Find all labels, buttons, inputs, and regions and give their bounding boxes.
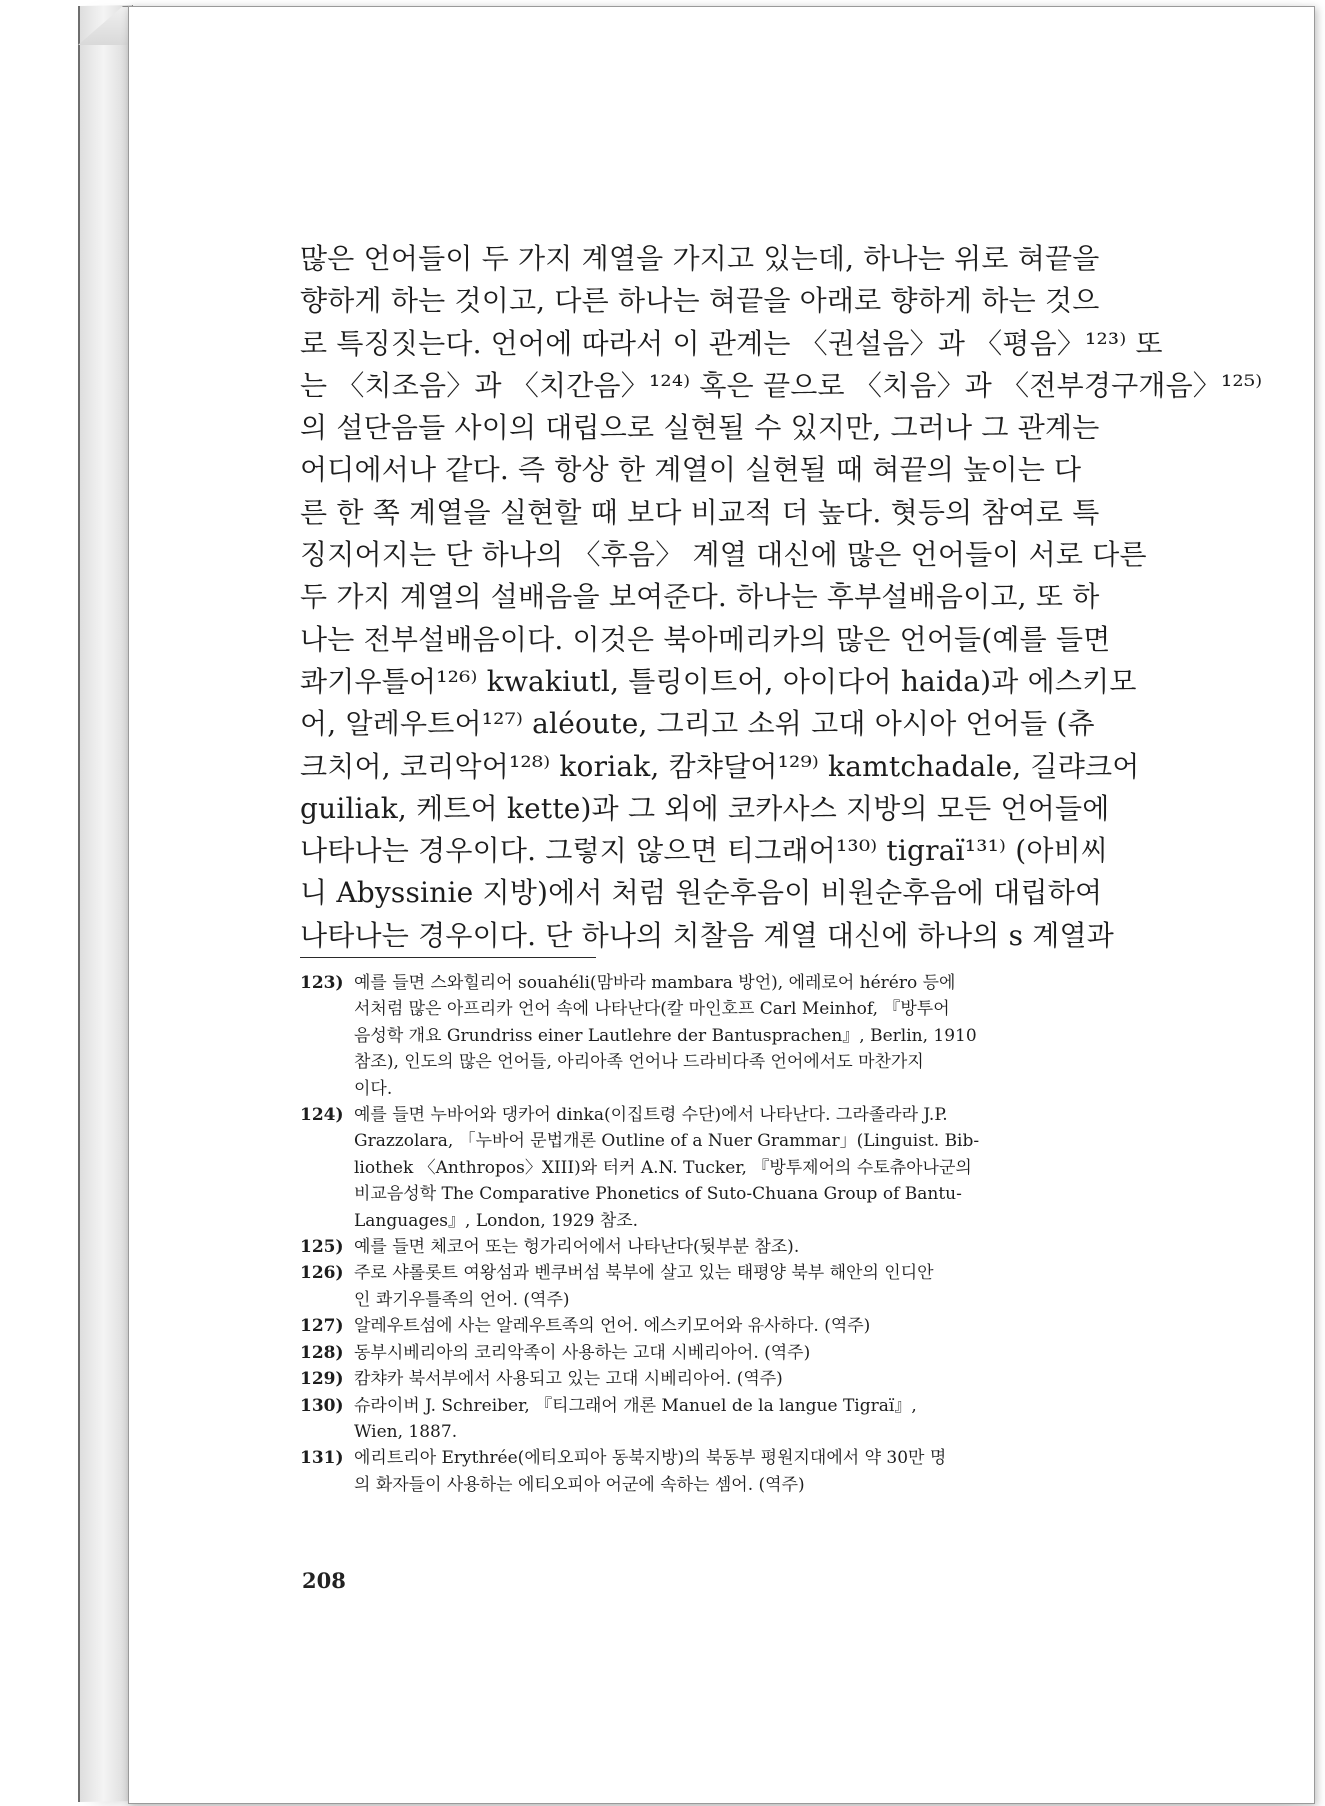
body-line: 나는 전부설배음이다. 이것은 북아메리카의 많은 언어들(예를 들면: [300, 622, 1111, 656]
footnote-line: 참조), 인도의 많은 언어들, 아리아족 언어나 드라비다족 언어에서도 마찬가지: [354, 1052, 924, 1073]
footnote-line: 주로 샤롤롯트 여왕섬과 벤쿠버섬 북부에 살고 있는 태평양 북부 해안의 인디안: [354, 1263, 934, 1284]
body-line: 두 가지 계열의 설배음을 보여준다. 하나는 후부설배음이고, 또 하: [300, 580, 1100, 614]
footnote-127: [300, 1313, 1150, 1339]
footnote-line: Grazzolara, 「누바어 문법개론 Outline of a Nuer Grammar」(Linguist. Bib-: [354, 1131, 980, 1152]
footnote-line: liothek 〈Anthropos〉XIII)와 터커 A.N. Tucker, 『방투제어의 수토츄아나군의: [354, 1157, 972, 1178]
footnote-line: Wien, 1887.: [354, 1421, 458, 1442]
footnote-line: 슈라이버 J. Schreiber, 『티그래어 개론 Manuel de la langue Tigraï』,: [354, 1395, 917, 1416]
footnote-body: [354, 1102, 1150, 1234]
footnote-line: 의 화자들이 사용하는 에티오피아 어군에 속하는 셈어. (역주): [354, 1474, 805, 1495]
footnote-number: 123): [300, 973, 344, 993]
body-line: 징지어지는 단 하나의 〈후음〉 계열 대신에 많은 언어들이 서로 다른: [300, 538, 1147, 572]
footnote-body: [354, 1313, 1150, 1339]
footnote-line: 인 콰기우틀족의 언어. (역주): [354, 1289, 570, 1310]
footnote-line: 예를 들면 스와힐리어 souahéli(맘바라 mambara 방언), 에레로어 héréro 등에: [354, 973, 956, 993]
body-line: 어, 알레우트어¹²⁷⁾ aléoute, 그리고 소위 고대 아시아 언어들 (츄: [300, 707, 1095, 741]
footnote-line: 캄챠카 북서부에서 사용되고 있는 고대 시베리아어. (역주): [354, 1369, 783, 1390]
footnote-line: 알레우트섬에 사는 알레우트족의 언어. 에스키모어와 유사하다. (역주): [354, 1316, 871, 1337]
footnote-line: 서처럼 많은 아프리카 언어 속에 나타난다(칼 마인호프 Carl Meinhof, 『방투어: [354, 999, 950, 1020]
footnote-body: [354, 970, 1150, 1102]
footnote-125: [300, 1234, 1150, 1260]
footnote-body: [354, 1445, 1150, 1498]
footnote-body: [354, 1260, 1150, 1313]
book-spine: [78, 5, 133, 1802]
main-body-text: [300, 238, 1263, 957]
body-line: 향하게 하는 것이고, 다른 하나는 혀끝을 아래로 향하게 하는 것으: [300, 284, 1100, 318]
body-line: 의 설단음들 사이의 대립으로 실현될 수 있지만, 그러나 그 관계는: [300, 411, 1100, 445]
body-line: 른 한 쪽 계열을 실현할 때 보다 비교적 더 높다. 혓등의 참여로 특: [300, 495, 1100, 529]
body-line: 어디에서나 같다. 즉 항상 한 계열이 실현될 때 혀끝의 높이는 다: [300, 453, 1082, 487]
footnote-123: [300, 970, 1150, 1102]
footnotes-section: [300, 970, 1150, 1498]
footnote-line: 예를 들면 체코어 또는 헝가리어에서 나타난다(뒷부분 참조).: [354, 1237, 800, 1258]
footnote-number: 125): [300, 1237, 344, 1258]
body-line: 콰기우틀어¹²⁶⁾ kwakiutl, 틀링이트어, 아이다어 haida)과 에스키모: [300, 664, 1137, 698]
footnote-body: [354, 1234, 1150, 1260]
footnote-line: Languages』, London, 1929 참조.: [354, 1210, 639, 1231]
body-line: 로 특징짓는다. 언어에 따라서 이 관계는 〈권설음〉과 〈평음〉¹²³⁾ 또: [300, 326, 1163, 360]
footnote-number: 131): [300, 1448, 344, 1469]
footnote-number: 129): [300, 1369, 344, 1390]
body-line: 나타나는 경우이다. 단 하나의 치찰음 계열 대신에 하나의 s 계열과: [300, 918, 1115, 952]
page-number: 208: [302, 1568, 346, 1593]
body-line: 는 〈치조음〉과 〈치간음〉¹²⁴⁾ 혹은 끝으로 〈치음〉과 〈전부경구개음〉¹²⁵⁾: [300, 368, 1263, 402]
footnote-line: 이다.: [354, 1078, 393, 1099]
footnote-number: 130): [300, 1395, 344, 1416]
footnote-124: [300, 1102, 1150, 1234]
body-line: 크치어, 코리악어¹²⁸⁾ koriak, 캄챠달어¹²⁹⁾ kamtchadale, 길랴크어: [300, 749, 1140, 783]
footnote-line: 에리트리아 Erythrée(에티오피아 동북지방)의 북동부 평원지대에서 약 30만 명: [354, 1448, 947, 1469]
footnote-line: 예를 들면 누바어와 댕카어 dinka(이집트령 수단)에서 나타난다. 그라졸라라 J.P.: [354, 1105, 948, 1126]
footnote-126: [300, 1260, 1150, 1313]
footnote-line: 동부시베리아의 코리악족이 사용하는 고대 시베리아어. (역주): [354, 1342, 811, 1363]
footnote-number: 126): [300, 1263, 344, 1284]
body-line: guiliak, 케트어 kette)과 그 외에 코카사스 지방의 모든 언어들에: [300, 791, 1110, 825]
footnote-130: [300, 1393, 1150, 1446]
body-line: 나타나는 경우이다. 그렇지 않으면 티그래어¹³⁰⁾ tigraï¹³¹⁾ (아비씨: [300, 834, 1109, 868]
footnote-line: 비교음성학 The Comparative Phonetics of Suto-Chuana Group of Bantu-: [354, 1184, 962, 1205]
footnote-129: [300, 1366, 1150, 1392]
footnote-divider: [300, 957, 596, 958]
footnote-body: [354, 1340, 1150, 1366]
footnote-line: 음성학 개요 Grundriss einer Lautlehre der Bantusprachen』, Berlin, 1910: [354, 1025, 977, 1046]
footnote-131: [300, 1445, 1150, 1498]
footnote-body: [354, 1393, 1150, 1446]
footnote-number: 124): [300, 1105, 344, 1126]
footnote-body: [354, 1366, 1150, 1392]
body-line: 많은 언어들이 두 가지 계열을 가지고 있는데, 하나는 위로 혀끝을: [300, 242, 1100, 275]
footnote-128: [300, 1340, 1150, 1366]
footnote-number: 128): [300, 1342, 344, 1363]
body-line: 니 Abyssinie 지방)에서 처럼 원순후음이 비원순후음에 대립하여: [300, 876, 1103, 910]
footnote-number: 127): [300, 1316, 344, 1337]
